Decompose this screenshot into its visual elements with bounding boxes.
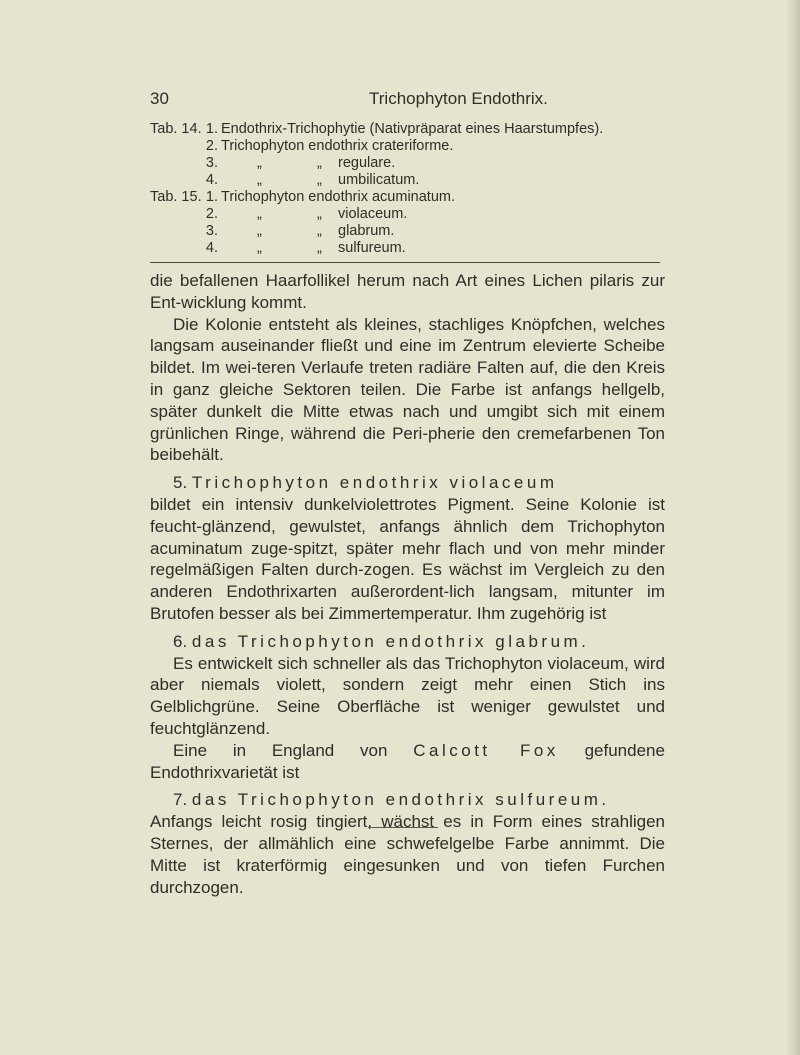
section-7-heading [150,789,665,811]
section-5-number: 5. [173,473,188,493]
section-6-number: 6. [173,631,188,651]
legend-divider [150,262,660,263]
plate-item-text: Trichophyton endothrix acuminatum. [221,189,455,205]
plate-row [150,138,670,155]
section-7-title: das Trichophyton endothrix sulfureum. [191,790,610,810]
page-edge-shadow [786,0,800,1055]
plate-row [150,172,670,189]
plate-row [150,206,670,223]
plate-item-number: 1. [205,189,218,205]
plate-label: Tab. 14. [150,121,202,137]
paragraph-4: Es entwickelt sich schneller als das Trichophyton violaceum, wird aber niemals violett, sondern zeigt mehr einen Stich ins Gelblichgrüne. Seine Oberfläche ist weniger gewulstet und feuchtglänzend. [150,653,665,738]
plate-item-suffix: sulfureum. [338,240,406,256]
plate-item-number: 4. [205,240,218,256]
ditto-mark: „ [317,155,322,171]
ditto-mark: „ [257,223,262,239]
footer-rule [368,827,438,828]
ditto-mark: „ [257,155,262,171]
plate-item-text: Trichophyton endothrix crateriforme. [221,138,454,154]
plate-row [150,155,670,172]
section-5-title: Trichophyton endothrix violaceum [191,473,558,493]
paragraph-5-pre: Eine in England von [173,740,388,760]
ditto-mark: „ [317,172,322,188]
paragraph-5 [150,740,665,784]
running-title: Trichophyton Endothrix. [369,89,548,108]
plate-row [150,121,670,138]
section-7-number: 7. [173,790,188,810]
paragraph-6: Anfangs leicht rosig tingiert, wächst es in Form eines strahligen Sternes, der allmählich eine schwefelgelbe Farbe annimmt. Die Mitte ist kraterförmig eingesunken und von tiefen Furchen durchzogen. [150,812,665,897]
plate-item-number: 1. [205,121,218,137]
author-name: Calcott Fox [413,740,559,760]
plate-label: Tab. 15. [150,189,202,205]
plate-item-number: 3. [205,223,218,239]
plate-item-number: 2. [205,138,218,154]
paragraph-2: Die Kolonie entsteht als kleines, stachliges Knöpfchen, welches langsam auseinander fließt und eine im Zentrum elevierte Scheibe bildet. Im wei-teren Verlaufe treten radiäre Falten auf, die den Kreis in ganz gleiche Sektoren teilen. Die Farbe ist anfangs hellgelb, später dunkelt die Mitte etwas nach und umgibt sich mit einem grünlichen Ringe, während die Peri-pherie den cremefarbenen Ton beibehält. [150,314,665,465]
plate-legend [150,121,670,257]
section-6-title: das Trichophyton endothrix glabrum. [191,631,590,651]
plate-item-suffix: glabrum. [338,223,395,239]
paragraph-5-post: gefundene Endothrixvarietät ist [150,740,665,782]
ditto-mark: „ [257,172,262,188]
ditto-mark: „ [257,206,262,222]
plate-row [150,223,670,240]
plate-item-suffix: regulare. [338,155,396,171]
page-header [0,89,800,113]
ditto-mark: „ [257,240,262,256]
ditto-mark: „ [317,223,322,239]
page-number: 30 [150,89,169,108]
ditto-mark: „ [317,206,322,222]
section-6-heading [150,631,665,653]
plate-item-number: 2. [205,206,218,222]
plate-item-suffix: violaceum. [338,206,408,222]
plate-item-suffix: umbilicatum. [338,172,420,188]
plate-item-number: 3. [205,155,218,171]
paragraph-1: die befallenen Haarfollikel herum nach Art eines Lichen pilaris zur Ent-wicklung kommt. [150,271,665,312]
body-text [150,270,665,898]
paragraph-3: bildet ein intensiv dunkelviolettrotes Pigment. Seine Kolonie ist feucht-glänzend, gewulstet, anfangs ähnlich dem Trichophyton acuminatum zuge-spitzt, später mehr flach und von mehr minder regelmäßigen Falten durch-zogen. Es wächst im Vergleich zu den anderen Endothrixarten außerordent-lich langsam, mitunter im Brutofen besser als bei Zimmertemperatur. Ihm zugehörig ist [150,494,665,623]
plate-item-number: 4. [205,172,218,188]
plate-item-text: Endothrix-Trichophytie (Nativpräparat eines Haarstumpfes). [221,121,604,137]
ditto-mark: „ [317,240,322,256]
section-5-heading [150,472,665,494]
plate-row [150,189,670,206]
plate-row [150,240,670,257]
